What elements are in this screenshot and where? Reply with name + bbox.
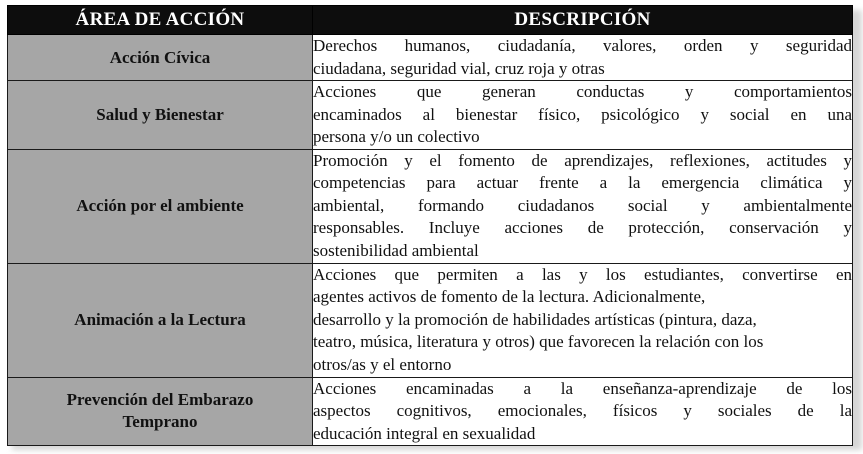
description-cell bbox=[313, 35, 853, 81]
table-row bbox=[8, 81, 853, 150]
area-cell: Acción Cívica bbox=[8, 35, 313, 81]
description-line: sostenibilidad ambiental bbox=[313, 240, 479, 260]
area-cell bbox=[8, 377, 313, 446]
description-cell bbox=[313, 263, 853, 377]
description-line: Acciones que permiten a las y los estudiantes, convertirse en bbox=[313, 264, 852, 284]
table-row bbox=[8, 263, 853, 377]
description-line: otros/as y el entorno bbox=[313, 354, 452, 374]
description-cell bbox=[313, 377, 853, 446]
area-cell: Animación a la Lectura bbox=[8, 263, 313, 377]
description-line: encaminados al bienestar físico, psicológico y social en una bbox=[313, 104, 852, 124]
header-description: DESCRIPCIÓN bbox=[313, 6, 853, 35]
description-line: ambiental, formando ciudadanos social y ambientalmente bbox=[313, 195, 852, 215]
description-line: Promoción y el fomento de aprendizajes, reflexiones, actitudes y bbox=[313, 150, 852, 170]
table-row bbox=[8, 149, 853, 263]
description-line: Acciones que generan conductas y comportamientos bbox=[313, 82, 852, 101]
description-line: competencias para actuar frente a la emergencia climática y bbox=[313, 173, 852, 193]
table-row bbox=[8, 35, 853, 81]
area-line: Prevención del Embarazo bbox=[66, 390, 254, 410]
table-row bbox=[8, 377, 853, 446]
description-line: persona y/o un colectivo bbox=[313, 127, 480, 146]
description-cell bbox=[313, 81, 853, 150]
description-line: Acciones encaminadas a la enseñanza-aprendizaje de los bbox=[313, 378, 852, 398]
description-line: agentes activos de fomento de la lectura. Adicionalmente, bbox=[313, 287, 706, 307]
description-line: desarrollo y la promoción de habilidades artísticas (pintura, daza, bbox=[313, 309, 757, 329]
description-line: ciudadana, seguridad vial, cruz roja y otras bbox=[313, 58, 605, 78]
area-cell: Acción por el ambiente bbox=[8, 149, 313, 263]
description-line: aspectos cognitivos, emocionales, físicos y sociales de la bbox=[313, 401, 852, 420]
description-line: Derechos humanos, ciudadanía, valores, orden y seguridad bbox=[313, 36, 852, 55]
areas-table bbox=[7, 5, 853, 446]
description-line: educación integral en sexualidad bbox=[313, 423, 536, 443]
header-area: ÁREA DE ACCIÓN bbox=[8, 6, 313, 35]
area-cell: Salud y Bienestar bbox=[8, 81, 313, 150]
area-line: Temprano bbox=[122, 412, 198, 432]
description-line: teatro, música, literatura y otros) que favorecen la relación con los bbox=[313, 332, 764, 352]
header-row bbox=[8, 6, 853, 35]
description-cell bbox=[313, 149, 853, 263]
description-line: responsables. Incluye acciones de protección, conservación y bbox=[313, 218, 852, 238]
